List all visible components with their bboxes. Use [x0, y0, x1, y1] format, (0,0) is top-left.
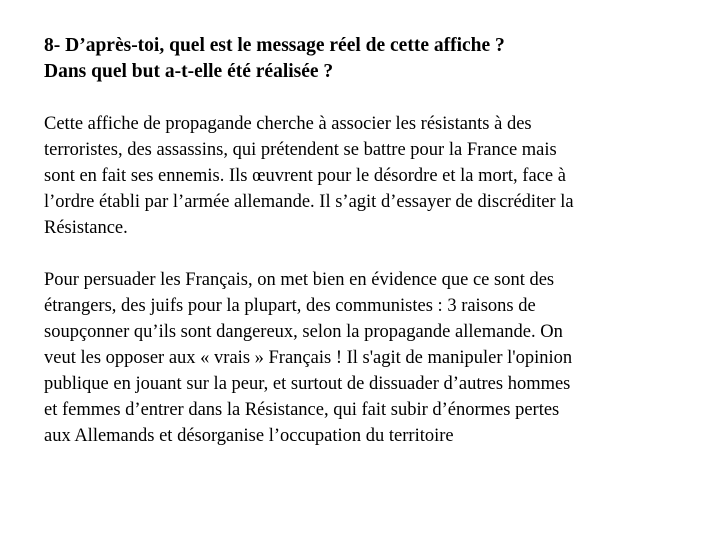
paragraph-line: soupçonner qu’ils sont dangereux, selon la propagande allemande. On — [44, 322, 563, 342]
paragraph-line: aux Allemands et désorganise l’occupation du territoire — [44, 426, 454, 446]
slide-content — [44, 33, 684, 449]
paragraph-line: et femmes d’entrer dans la Résistance, qui fait subir d’énormes pertes — [44, 400, 560, 420]
question-line-1: 8- D’après-toi, quel est le message réel de cette affiche ? — [44, 35, 505, 56]
question-heading — [44, 33, 684, 85]
paragraph-line: Pour persuader les Français, on met bien en évidence que ce sont des — [44, 270, 555, 290]
answer-paragraph-1 — [44, 111, 684, 241]
paragraph-line: étrangers, des juifs pour la plupart, des communistes : 3 raisons de — [44, 296, 536, 316]
paragraph-line: veut les opposer aux « vrais » Français ! Il s'agit de manipuler l'opinion — [44, 348, 573, 368]
paragraph-line: Cette affiche de propagande cherche à associer les résistants à des — [44, 114, 532, 134]
paragraph-line: terroristes, des assassins, qui prétendent se battre pour la France mais — [44, 140, 557, 160]
paragraph-line: publique en jouant sur la peur, et surtout de dissuader d’autres hommes — [44, 374, 571, 394]
paragraph-line: sont en fait ses ennemis. Ils œuvrent pour le désordre et la mort, face à — [44, 166, 566, 186]
paragraph-line: l’ordre établi par l’armée allemande. Il s’agit d’essayer de discréditer la — [44, 192, 574, 212]
paragraph-line: Résistance. — [44, 218, 128, 238]
question-line-2: Dans quel but a-t-elle été réalisée ? — [44, 61, 334, 82]
answer-paragraph-2 — [44, 267, 684, 449]
